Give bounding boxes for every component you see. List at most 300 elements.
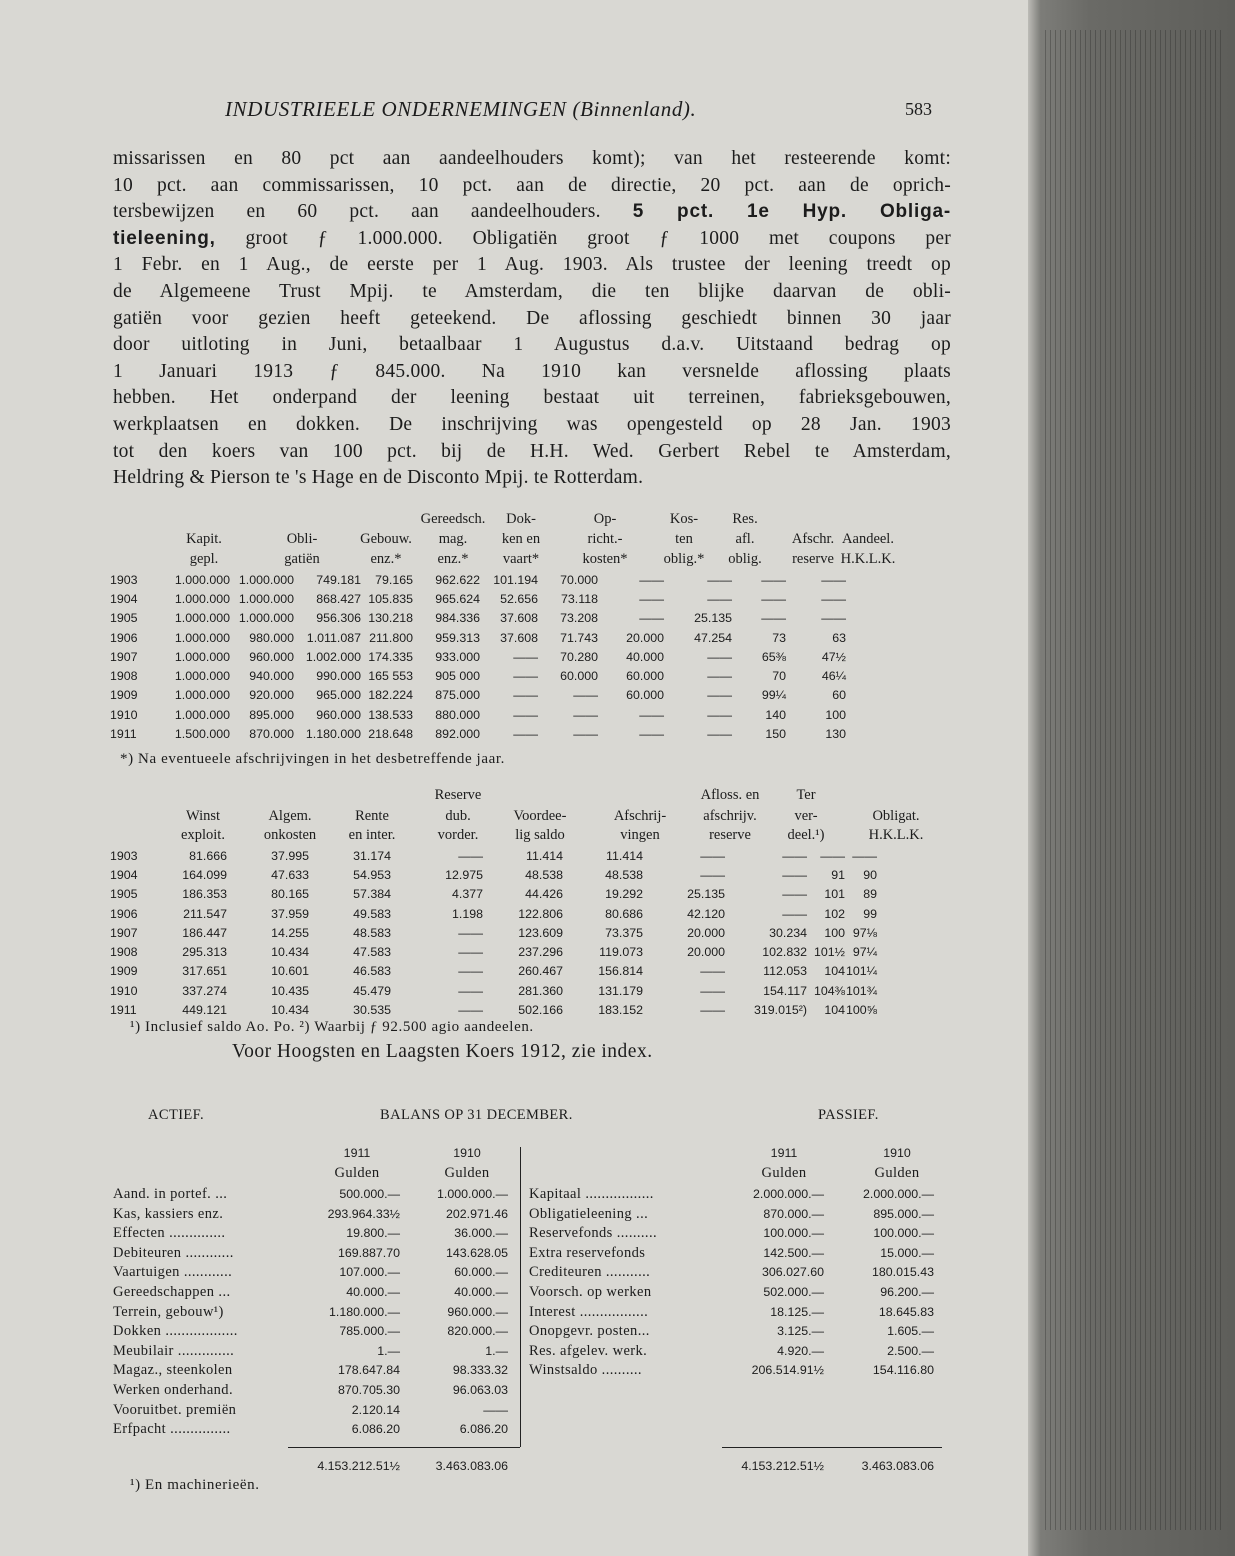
value-cell: 91 — [831, 867, 845, 882]
column-header: Obligat. — [872, 808, 920, 824]
value-cell: 1.000.000 — [174, 669, 230, 684]
value-cell: —— — [639, 572, 664, 587]
value-cell: 45.479 — [353, 983, 391, 998]
passief-item-label: Interest ................. — [529, 1303, 649, 1320]
body-text-run: groot ƒ 1.000.000. Obligatiën groot ƒ 1000 met coupons per — [215, 227, 951, 249]
value-cell: 875.000 — [435, 688, 480, 703]
passief-item-1911: 306.027.60 — [761, 1265, 824, 1280]
value-cell: 20.000 — [687, 945, 725, 960]
value-cell: 11.414 — [526, 848, 563, 863]
passief-total-1910: 3.463.083.06 — [861, 1459, 934, 1473]
value-cell: —— — [458, 1003, 483, 1018]
value-cell: —— — [700, 1003, 725, 1018]
column-header: ken en — [501, 531, 541, 547]
value-cell: 73.375 — [605, 925, 643, 940]
column-header: gepl. — [189, 551, 219, 567]
body-line — [113, 173, 951, 200]
passief-item-1911: 206.514.91½ — [751, 1363, 824, 1378]
body-line — [113, 252, 951, 279]
actief-item-1910: 1.— — [485, 1343, 508, 1358]
column-header: gatiën — [284, 551, 320, 567]
column-header: Ter — [796, 787, 816, 803]
column-header: kosten* — [582, 551, 628, 567]
table-row — [110, 981, 877, 1000]
actief-item-1911: 293.964.33½ — [327, 1206, 400, 1221]
value-cell: 237.296 — [518, 945, 563, 960]
column-header: reserve — [709, 827, 751, 843]
actief-item-1911: 178.647.84 — [337, 1363, 400, 1378]
value-cell: 154.117 — [763, 983, 807, 998]
value-cell: 211.547 — [183, 906, 227, 921]
value-cell: —— — [782, 906, 807, 921]
actief-item-1910: 960.000.— — [447, 1304, 508, 1319]
actief-item-1910: 202.971.46 — [445, 1206, 508, 1221]
value-cell: 79.165 — [375, 572, 413, 587]
value-cell: 60 — [832, 688, 846, 703]
value-cell: 1.000.000 — [174, 688, 230, 703]
body-text-run: gatiën voor gezien heeft geteekend. De aflossing geschiedt binnen 30 jaar — [113, 307, 951, 329]
year-cell: 1904 — [110, 867, 138, 882]
balance-column-header: Gulden — [874, 1165, 920, 1181]
value-cell: 10.434 — [271, 1003, 309, 1018]
value-cell: 281.360 — [518, 983, 563, 998]
passief-item-1911: 18.125.— — [770, 1304, 824, 1319]
value-cell: 14.255 — [271, 925, 309, 940]
table-row — [110, 647, 846, 666]
body-line — [113, 306, 951, 333]
passief-item-label: Kapitaal ................. — [529, 1186, 654, 1202]
value-cell: 933.000 — [435, 649, 480, 664]
value-cell: 130.218 — [368, 611, 413, 626]
body-text-run: Heldring & Pierson te 's Hage en de Disconto Mpij. te Rotterdam. — [113, 467, 644, 489]
value-cell: 870.000 — [249, 727, 294, 742]
value-cell: —— — [639, 707, 664, 722]
table-row — [110, 570, 846, 589]
actief-item-1910: 40.000.— — [454, 1285, 508, 1299]
value-cell: 183.152 — [598, 1003, 643, 1018]
column-header: oblig.* — [663, 551, 705, 567]
passief-item-1910: 180.015.43 — [871, 1265, 934, 1280]
body-line — [113, 465, 951, 492]
actief-item-label: Meubilair .............. — [113, 1342, 235, 1359]
column-header: Gereedsch. — [420, 511, 486, 527]
table-row — [110, 923, 877, 942]
value-cell: 40.000 — [626, 649, 664, 664]
value-cell: 99 — [863, 906, 877, 921]
value-cell: 63 — [832, 630, 846, 645]
value-cell: —— — [821, 591, 846, 606]
actief-item-label: Vaartuigen ............ — [113, 1264, 233, 1281]
column-header: afschrijv. — [703, 808, 757, 824]
value-cell: 1.000.000 — [174, 572, 230, 587]
column-header: exploit. — [181, 827, 225, 843]
value-cell: 101 — [824, 887, 845, 902]
value-cell: —— — [700, 867, 725, 882]
value-cell: —— — [513, 669, 538, 684]
value-cell: 20.000 — [687, 925, 725, 940]
value-cell: 1.002.000 — [305, 649, 361, 664]
value-cell: 12.975 — [445, 867, 483, 882]
column-header: mag. — [438, 531, 468, 547]
actief-item-1910: 143.628.05 — [445, 1245, 508, 1260]
column-header: enz.* — [437, 551, 469, 567]
value-cell: 959.313 — [435, 630, 480, 645]
actief-total-1911: 4.153.212.51½ — [317, 1459, 400, 1473]
year-cell: 1911 — [110, 1003, 137, 1018]
actief-item-label: Gereedschappen ... — [113, 1284, 231, 1300]
value-cell: 940.000 — [249, 669, 294, 684]
value-cell: 65⅜ — [761, 649, 786, 664]
value-cell: 99¼ — [761, 688, 786, 703]
value-cell: 317.651 — [182, 964, 227, 979]
value-cell: —— — [761, 591, 786, 606]
value-cell: 138.533 — [368, 707, 413, 722]
passief-item-1910: 2.000.000.— — [863, 1187, 934, 1201]
passief-item-label: Obligatieleening ... — [529, 1205, 649, 1222]
body-text-run: 1 Januari 1913 ƒ 845.000. Na 1910 kan versnelde aflossing plaats — [113, 360, 951, 382]
value-cell: 1.180.000 — [305, 727, 361, 742]
value-cell: 112.053 — [763, 964, 807, 979]
value-cell: 140 — [765, 707, 786, 722]
body-line — [113, 199, 951, 226]
value-cell: 1.000.000 — [174, 591, 230, 606]
column-header: Afloss. en — [700, 787, 760, 803]
actief-item-1910: 1.000.000.— — [437, 1187, 508, 1201]
value-cell: 10.601 — [271, 964, 309, 979]
value-cell: 920.000 — [249, 688, 294, 703]
value-cell: 10.434 — [271, 945, 309, 960]
actief-item-1911: 1.180.000.— — [329, 1304, 400, 1319]
actief-item-1911: 107.000.— — [339, 1265, 400, 1280]
value-cell: 60.000 — [560, 669, 598, 684]
body-line — [113, 385, 951, 412]
year-cell: 1910 — [110, 983, 138, 998]
value-cell: —— — [707, 707, 732, 722]
value-cell: —— — [700, 983, 725, 998]
passief-item-1910: 18.645.83 — [878, 1304, 934, 1319]
actief-item-1911: 870.705.30 — [337, 1383, 400, 1397]
value-cell: 47.583 — [353, 945, 391, 960]
body-text-run: tot den koers van 100 pct. bij de H.H. Wed. Gerbert Rebel te Amsterdam, — [113, 440, 951, 462]
value-cell: 25.135 — [687, 887, 725, 902]
value-cell: —— — [458, 964, 483, 979]
balance-column-header: Gulden — [761, 1165, 807, 1181]
value-cell: 186.353 — [182, 887, 227, 902]
value-cell: —— — [852, 848, 877, 863]
value-cell: 260.467 — [518, 964, 563, 979]
passief-item-1911: 2.000.000.— — [753, 1187, 824, 1201]
body-line — [113, 359, 951, 386]
value-cell: 97⅛ — [852, 925, 877, 940]
body-line — [113, 439, 951, 466]
value-cell: 1.198 — [451, 906, 483, 921]
body-text-run: 1 Febr. en 1 Aug., de eerste per 1 Aug. 1903. Als trustee der leening treedt op — [113, 254, 951, 276]
year-cell: 1905 — [110, 887, 138, 902]
actief-label: ACTIEF. — [148, 1107, 205, 1123]
passief-item-1910: 2.500.— — [887, 1343, 934, 1358]
value-cell: —— — [458, 925, 483, 940]
actief-item-1911: 500.000.— — [339, 1187, 400, 1201]
running-head: INDUSTRIEELE ONDERNEMINGEN (Binnenland). — [225, 97, 697, 121]
value-cell: 1.500.000 — [174, 727, 230, 742]
passief-item-label: Reservefonds .......... — [529, 1225, 657, 1242]
value-cell: 31.174 — [353, 848, 391, 863]
column-header: Reserve — [434, 787, 482, 803]
value-cell: 965.624 — [435, 591, 480, 606]
value-cell: —— — [761, 572, 786, 587]
body-text-run: door uitloting in Juni, betaalbaar 1 Augustus d.a.v. Uitstaand bedrag op — [113, 334, 951, 356]
value-cell: 868.427 — [316, 591, 361, 606]
column-header: deel.¹) — [787, 827, 825, 843]
value-cell: 46¼ — [821, 669, 846, 684]
value-cell: 19.292 — [605, 887, 643, 902]
value-cell: —— — [782, 848, 807, 863]
balance-title: BALANS OP 31 DECEMBER. — [380, 1107, 573, 1123]
table1 — [110, 570, 846, 744]
value-cell: —— — [573, 707, 598, 722]
value-cell: —— — [639, 611, 664, 626]
value-cell: 965.000 — [316, 688, 361, 703]
column-header: H.K.L.K. — [868, 827, 924, 843]
passief-item-1911: 870.000.— — [763, 1206, 824, 1221]
column-header: Aandeel. — [842, 531, 894, 547]
balance-divider — [520, 1147, 521, 1447]
table-row — [110, 666, 846, 685]
actief-item-label: Debiteuren ............ — [113, 1244, 234, 1261]
body-text-run: werkplaatsen en dokken. De inschrijving was opengesteld op 28 Jan. 1903 — [113, 413, 951, 435]
passief-item-1910: 15.000.— — [880, 1245, 934, 1260]
value-cell: 295.313 — [182, 945, 227, 960]
actief-item-1910: —— — [483, 1402, 508, 1417]
actief-item-1911: 169.887.70 — [337, 1245, 400, 1260]
column-header: oblig. — [728, 551, 762, 567]
value-cell: 70 — [772, 669, 786, 684]
value-cell: 37.959 — [271, 906, 309, 921]
actief-item-label: Aand. in portef. ... — [113, 1186, 228, 1202]
value-cell: —— — [707, 591, 732, 606]
column-header: Afschrij- — [613, 808, 667, 824]
value-cell: —— — [458, 848, 483, 863]
value-cell: —— — [513, 707, 538, 722]
value-cell: 102 — [824, 906, 845, 921]
value-cell: 1.000.000 — [174, 649, 230, 664]
value-cell: 80.165 — [271, 887, 309, 902]
passief-item-label: Onopgevr. posten... — [529, 1323, 650, 1340]
balance-footnote: ¹) En machinerieën. — [130, 1477, 260, 1493]
balance-column-header: Gulden — [334, 1165, 380, 1181]
value-cell: 101½ — [813, 945, 845, 960]
balance-column-header: 1911 — [343, 1146, 371, 1160]
value-cell: —— — [782, 887, 807, 902]
value-cell: 81.666 — [189, 848, 227, 863]
actief-item-label: Dokken .................. — [113, 1323, 238, 1340]
year-cell: 1908 — [110, 669, 138, 684]
value-cell: 48.538 — [525, 867, 563, 882]
actief-item-1910: 60.000.— — [454, 1265, 508, 1280]
value-cell: 211.800 — [369, 630, 413, 645]
actief-item-1911: 6.086.20 — [351, 1422, 400, 1437]
table-row — [110, 962, 877, 981]
value-cell: 150 — [765, 727, 786, 742]
column-header: Algem. — [268, 808, 312, 824]
value-cell: 980.000 — [249, 630, 294, 645]
bond-title: 5 pct. 1e Hyp. Obliga- — [632, 201, 951, 223]
value-cell: 37.608 — [500, 611, 538, 626]
value-cell: 101¾ — [845, 983, 877, 998]
value-cell: 1.000.000 — [174, 611, 230, 626]
table1-footnote: *) Na eventueele afschrijvingen in het desbetreffende jaar. — [120, 751, 505, 767]
year-cell: 1910 — [110, 707, 138, 722]
actief-item-1911: 2.120.14 — [351, 1402, 400, 1417]
value-cell: 174.335 — [368, 649, 413, 664]
column-header: vorder. — [437, 827, 479, 843]
column-header: Winst — [185, 808, 221, 824]
year-cell: 1907 — [110, 925, 138, 940]
column-header: onkosten — [263, 827, 317, 843]
value-cell: 20.000 — [626, 630, 664, 645]
value-cell: 131.179 — [598, 983, 643, 998]
actief-item-label: Vooruitbet. premiën — [113, 1401, 237, 1418]
actief-item-label: Kas, kassiers enz. — [113, 1205, 224, 1222]
column-header: vaart* — [502, 551, 540, 567]
table-row — [110, 686, 846, 705]
value-cell: 30.234 — [769, 925, 807, 940]
column-header: Afschr. — [791, 531, 835, 547]
actief-item-1911: 40.000.— — [346, 1285, 400, 1299]
column-header: Dok- — [506, 511, 536, 527]
value-cell: 54.953 — [353, 867, 391, 882]
value-cell: 1.000.000 — [238, 611, 294, 626]
koers-note: Voor Hoogsten en Laagsten Koers 1912, zie index. — [232, 1041, 653, 1062]
column-header: en inter. — [348, 827, 396, 843]
value-cell: 102.832 — [762, 945, 807, 960]
table-row — [110, 1000, 877, 1019]
year-cell: 1908 — [110, 945, 138, 960]
passief-item-1911: 100.000.— — [763, 1226, 824, 1241]
value-cell: —— — [707, 688, 732, 703]
value-cell: 71.743 — [560, 630, 598, 645]
value-cell: 101.194 — [493, 572, 538, 587]
column-header: Kos- — [669, 511, 699, 527]
table-row — [110, 724, 846, 743]
table-row — [110, 942, 877, 961]
value-cell: 962.622 — [435, 572, 480, 587]
body-text-run: hebben. Het onderpand der leening bestaat uit terreinen, fabrieksgebouwen, — [113, 387, 951, 409]
year-cell: 1909 — [110, 688, 138, 703]
passief-item-1910: 96.200.— — [880, 1285, 934, 1299]
value-cell: 1.000.000 — [238, 572, 294, 587]
actief-item-label: Terrein, gebouw¹) — [113, 1303, 224, 1320]
actief-item-1911: 1.— — [377, 1343, 400, 1358]
year-cell: 1905 — [110, 611, 138, 626]
column-header: Gebouw. — [360, 531, 412, 547]
value-cell: —— — [700, 964, 725, 979]
value-cell: —— — [761, 611, 786, 626]
value-cell: 73 — [772, 630, 786, 645]
value-cell: 990.000 — [316, 669, 361, 684]
value-cell: 1.000.000 — [174, 630, 230, 645]
value-cell: 104⅜ — [813, 983, 845, 998]
value-cell: 1.000.000 — [174, 707, 230, 722]
value-cell: 10.435 — [271, 983, 309, 998]
value-cell: 749.181 — [316, 572, 361, 587]
value-cell: 57.384 — [353, 887, 391, 902]
value-cell: 89 — [863, 887, 877, 902]
actief-item-1910: 96.063.03 — [452, 1383, 508, 1397]
balance-column-header: 1910 — [883, 1146, 911, 1160]
value-cell: 337.274 — [182, 983, 227, 998]
value-cell: —— — [513, 727, 538, 742]
year-cell: 1907 — [110, 649, 138, 664]
value-cell: 42.120 — [687, 906, 725, 921]
column-header: afl. — [735, 531, 755, 547]
column-header: Rente — [355, 808, 389, 824]
passief-item-label: Crediteuren ........... — [529, 1264, 651, 1281]
body-text-run: tersbewijzen en 60 pct. aan aandeelhouders. — [113, 201, 633, 223]
column-header: H.K.L.K. — [840, 551, 896, 567]
passief-total-rule — [722, 1447, 942, 1448]
page-number: 583 — [905, 99, 932, 119]
table-row — [110, 904, 877, 923]
year-cell: 1904 — [110, 591, 138, 606]
value-cell: —— — [821, 611, 846, 626]
table-row — [110, 846, 877, 865]
value-cell: —— — [458, 945, 483, 960]
balance-column-header: Gulden — [444, 1165, 490, 1181]
passief-item-label: Winstsaldo .......... — [529, 1362, 642, 1379]
table-row — [110, 589, 846, 608]
value-cell: 984.336 — [435, 611, 480, 626]
passief-total-1911: 4.153.212.51½ — [741, 1459, 824, 1473]
column-header: lig saldo — [515, 827, 565, 843]
value-cell: 70.000 — [560, 572, 598, 587]
passief-item-1911: 142.500.— — [763, 1245, 824, 1260]
passief-item-1910: 1.605.— — [887, 1324, 934, 1339]
passief-item-label: Res. afgelev. werk. — [529, 1342, 648, 1359]
value-cell: 101¼ — [845, 964, 877, 979]
column-header: Res. — [732, 511, 758, 527]
value-cell: 895.000 — [249, 707, 294, 722]
value-cell: 319.015²) — [753, 1003, 807, 1018]
column-header: vingen — [620, 827, 660, 843]
passief-item-1911: 502.000.— — [763, 1285, 824, 1299]
value-cell: —— — [458, 983, 483, 998]
value-cell: 100 — [824, 925, 845, 940]
value-cell: 960.000 — [249, 649, 294, 664]
body-text-run: de Algemeene Trust Mpij. te Amsterdam, die ten blijke daarvan de obli- — [113, 280, 951, 302]
body-line — [113, 332, 951, 359]
value-cell: 119.073 — [599, 945, 643, 960]
value-cell: 37.995 — [271, 848, 309, 863]
actief-item-label: Effecten .............. — [113, 1225, 226, 1242]
value-cell: 48.538 — [605, 867, 643, 882]
value-cell: —— — [820, 848, 845, 863]
body-line — [113, 279, 951, 306]
balance-column-header: 1910 — [453, 1146, 481, 1160]
value-cell: 502.166 — [518, 1003, 563, 1018]
body-line — [113, 146, 951, 173]
value-cell: 123.609 — [518, 925, 563, 940]
passief-item-1911: 4.920.— — [777, 1343, 824, 1358]
value-cell: 105.835 — [368, 591, 413, 606]
book-page-edge-lines — [1045, 30, 1225, 1530]
table-row — [110, 609, 846, 628]
passief-item-1910: 100.000.— — [873, 1226, 934, 1241]
value-cell: —— — [573, 688, 598, 703]
value-cell: —— — [639, 591, 664, 606]
body-text-run: missarissen en 80 pct aan aandeelhouders komt); van het resteerende komt: — [113, 148, 951, 169]
table2-footnote: ¹) Inclusief saldo Ao. Po. ²) Waarbij ƒ 92.500 agio aandeelen. — [130, 1019, 534, 1035]
